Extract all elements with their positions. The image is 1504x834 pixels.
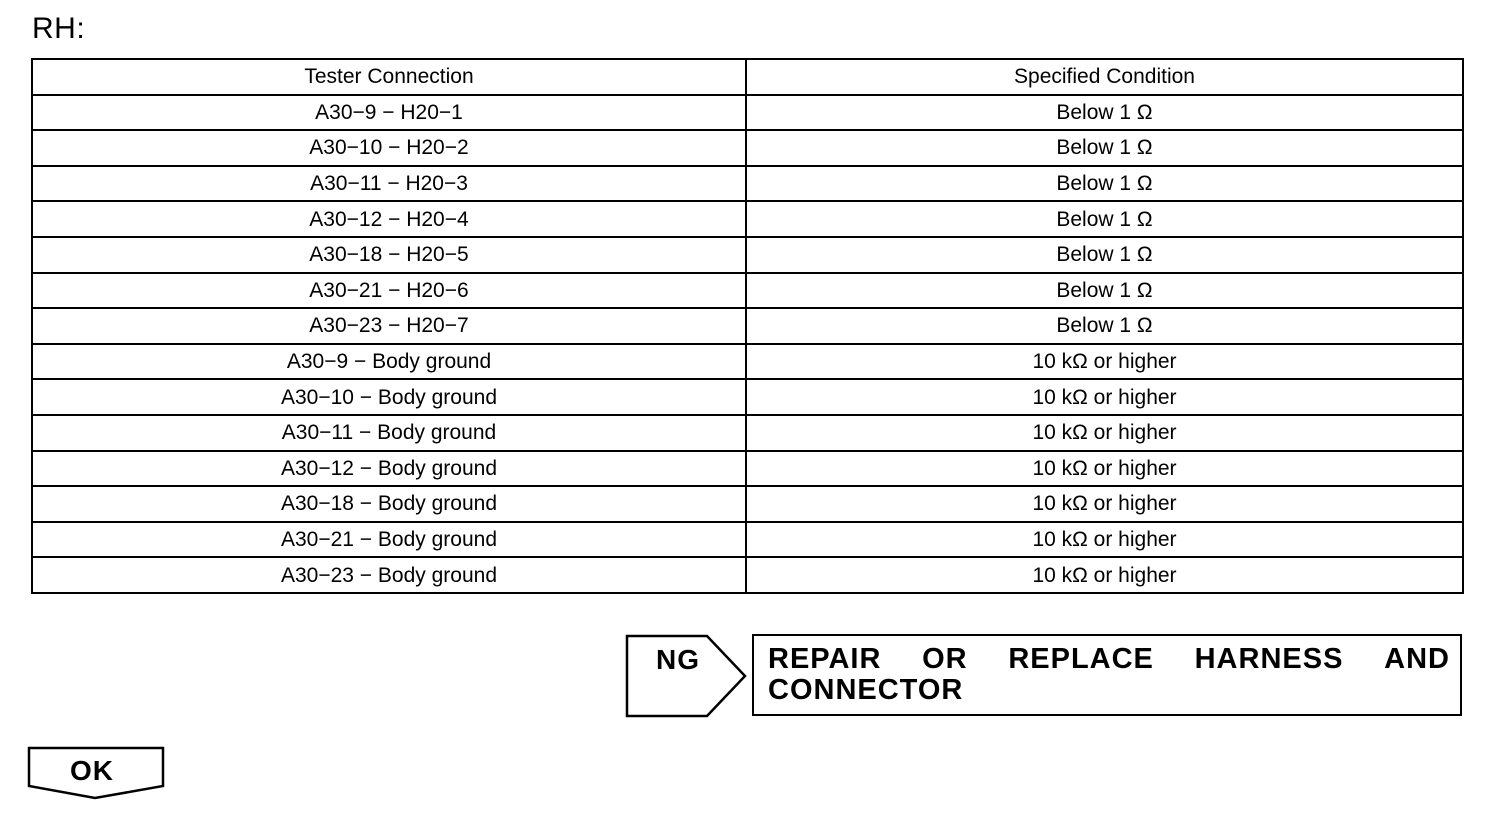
specified-condition-cell: Below 1 Ω: [746, 166, 1463, 202]
table-row: [32, 344, 1463, 380]
column-header-specified-condition: Specified Condition: [746, 59, 1463, 95]
table-row: [32, 166, 1463, 202]
tester-connection-cell: A30−18 − Body ground: [32, 486, 746, 522]
specified-condition-cell: 10 kΩ or higher: [746, 344, 1463, 380]
table-row: [32, 130, 1463, 166]
table-row: [32, 415, 1463, 451]
specified-condition-cell: 10 kΩ or higher: [746, 415, 1463, 451]
tester-connection-cell: A30−21 − H20−6: [32, 273, 746, 309]
specified-condition-cell: Below 1 Ω: [746, 237, 1463, 273]
tester-connection-cell: A30−9 − H20−1: [32, 95, 746, 131]
specified-condition-cell: Below 1 Ω: [746, 130, 1463, 166]
ng-label: NG: [656, 644, 700, 675]
table-row: [32, 557, 1463, 593]
specified-condition-cell: Below 1 Ω: [746, 95, 1463, 131]
table-row: [32, 237, 1463, 273]
table-row: [32, 95, 1463, 131]
tester-connection-cell: A30−12 − H20−4: [32, 201, 746, 237]
specified-condition-cell: 10 kΩ or higher: [746, 486, 1463, 522]
specified-condition-cell: Below 1 Ω: [746, 308, 1463, 344]
tester-connection-cell: A30−12 − Body ground: [32, 451, 746, 487]
table-row: [32, 451, 1463, 487]
table-row: [32, 308, 1463, 344]
specified-condition-cell: Below 1 Ω: [746, 273, 1463, 309]
ng-action-word: REPLACE: [1008, 643, 1154, 675]
tester-connection-cell: A30−11 − H20−3: [32, 166, 746, 202]
table-header-row: [32, 59, 1463, 95]
table-row: [32, 201, 1463, 237]
tester-connection-cell: A30−9 − Body ground: [32, 344, 746, 380]
tester-connection-cell: A30−10 − H20−2: [32, 130, 746, 166]
specified-condition-cell: 10 kΩ or higher: [746, 557, 1463, 593]
table-row: [32, 379, 1463, 415]
ng-action-word: AND: [1384, 643, 1450, 675]
ng-action-word: REPAIR: [768, 643, 882, 675]
ok-label: OK: [70, 755, 114, 786]
specified-condition-cell: 10 kΩ or higher: [746, 451, 1463, 487]
table-row: [32, 522, 1463, 558]
tester-connection-cell: A30−10 − Body ground: [32, 379, 746, 415]
specified-condition-cell: 10 kΩ or higher: [746, 379, 1463, 415]
ng-action-line2: CONNECTOR: [768, 674, 964, 706]
tester-connection-cell: A30−23 − Body ground: [32, 557, 746, 593]
table-row: [32, 273, 1463, 309]
section-label: RH:: [32, 12, 86, 45]
tester-connection-table: [31, 58, 1464, 594]
ng-action-box: [752, 634, 1462, 716]
specified-condition-cell: Below 1 Ω: [746, 201, 1463, 237]
tester-connection-cell: A30−23 − H20−7: [32, 308, 746, 344]
tester-connection-cell: A30−11 − Body ground: [32, 415, 746, 451]
tester-connection-cell: A30−21 − Body ground: [32, 522, 746, 558]
column-header-tester-connection: Tester Connection: [32, 59, 746, 95]
ng-action-line1: [768, 645, 1450, 674]
specified-condition-cell: 10 kΩ or higher: [746, 522, 1463, 558]
ng-action-word: OR: [922, 643, 968, 675]
table-row: [32, 486, 1463, 522]
tester-connection-cell: A30−18 − H20−5: [32, 237, 746, 273]
ng-action-word: HARNESS: [1194, 643, 1344, 675]
